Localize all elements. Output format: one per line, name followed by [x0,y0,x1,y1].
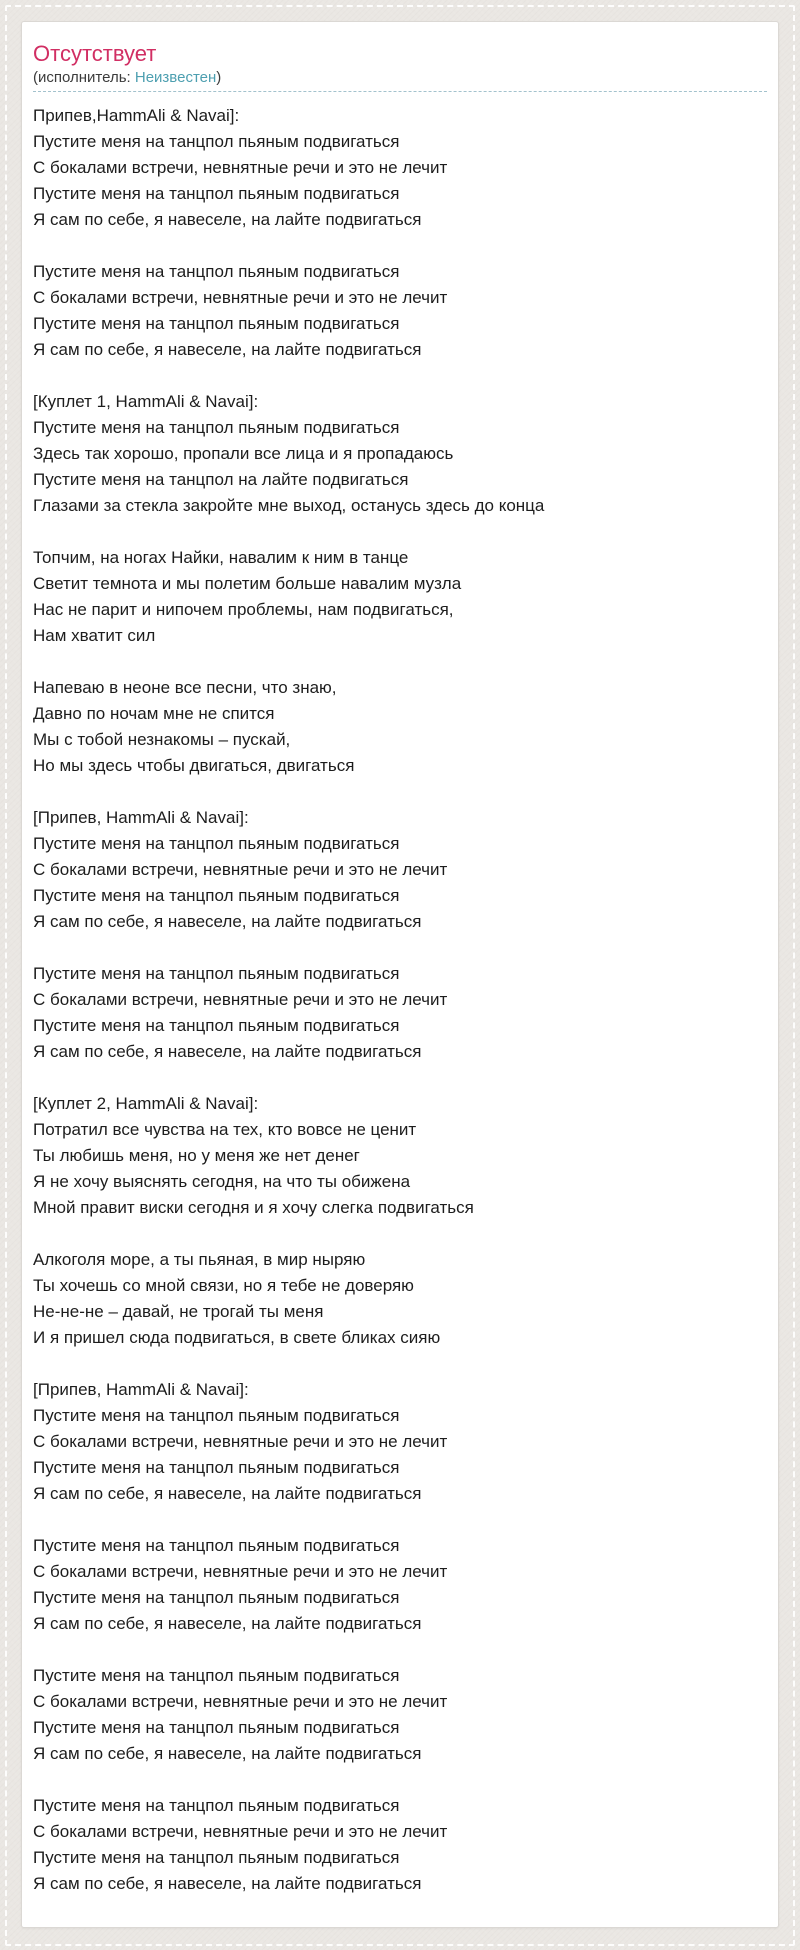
lyrics-block [33,545,767,649]
lyrics-line: Я сам по себе, я навеселе, на лайте подвигаться [33,340,422,359]
lyrics-line: Но мы здесь чтобы двигаться, двигаться [33,756,355,775]
lyrics-block [33,1663,767,1767]
lyrics-line: Я сам по себе, я навеселе, на лайте подвигаться [33,210,422,229]
lyrics-line: Пустите меня на танцпол пьяным подвигаться [33,418,400,437]
lyrics-line: Я не хочу выяснять сегодня, на что ты обижена [33,1172,411,1191]
lyrics-line: Напеваю в неоне все песни, что знаю, [33,678,337,697]
lyrics-block [33,1377,767,1507]
artist-suffix: ) [216,69,222,86]
lyrics-line: Пустите меня на танцпол пьяным подвигаться [33,834,400,853]
lyrics-text [33,92,767,1897]
lyrics-line: Давно по ночам мне не спится [33,704,275,723]
artist-label: (исполнитель: [33,69,135,86]
lyrics-block [33,259,767,363]
song-title-link[interactable]: Отсутствует [33,41,157,66]
lyrics-line: [Припев, HammAli & Navai]: [33,1380,249,1399]
lyrics-block [33,805,767,935]
lyrics-line: Светит темнота и мы полетим больше навалим музла [33,574,462,593]
lyrics-line: Припев,HammAli & Navai]: [33,106,240,125]
lyrics-line: Пустите меня на танцпол пьяным подвигаться [33,184,400,203]
lyrics-line: Пустите меня на танцпол пьяным подвигаться [33,132,400,151]
lyrics-line: Мной правит виски сегодня и я хочу слегка подвигаться [33,1198,474,1217]
lyrics-block [33,675,767,779]
lyrics-line: С бокалами встречи, невнятные речи и это не лечит [33,288,448,307]
lyrics-line: Глазами за стекла закройте мне выход, останусь здесь до конца [33,496,545,515]
lyrics-line: Пустите меня на танцпол пьяным подвигаться [33,1536,400,1555]
lyrics-line: С бокалами встречи, невнятные речи и это не лечит [33,158,448,177]
lyrics-block [33,1247,767,1351]
lyrics-line: С бокалами встречи, невнятные речи и это не лечит [33,1692,448,1711]
lyrics-line: Пустите меня на танцпол пьяным подвигаться [33,314,400,333]
lyrics-line: Я сам по себе, я навеселе, на лайте подвигаться [33,1874,422,1893]
lyrics-block [33,103,767,233]
artist-link[interactable]: Неизвестен [134,69,217,86]
lyrics-line: [Куплет 1, HammAli & Navai]: [33,392,259,411]
lyrics-line: Алкоголя море, а ты пьяная, в мир ныряю [33,1250,366,1269]
lyrics-block [33,389,767,519]
lyrics-line: Пустите меня на танцпол пьяным подвигаться [33,1458,400,1477]
lyrics-line: Пустите меня на танцпол пьяным подвигаться [33,1406,400,1425]
lyrics-line: Нам хватит сил [33,626,156,645]
lyrics-line: Пустите меня на танцпол пьяным подвигаться [33,1588,400,1607]
lyrics-line: Здесь так хорошо, пропали все лица и я пропадаюсь [33,444,454,463]
lyrics-line: Я сам по себе, я навеселе, на лайте подвигаться [33,1042,422,1061]
lyrics-block [33,1533,767,1637]
lyrics-line: Пустите меня на танцпол пьяным подвигаться [33,1016,400,1035]
lyrics-card [21,21,779,1928]
lyrics-line: С бокалами встречи, невнятные речи и это не лечит [33,990,448,1009]
lyrics-line: Пустите меня на танцпол пьяным подвигаться [33,1796,400,1815]
lyrics-line: Не-не-не – давай, не трогай ты меня [33,1302,324,1321]
lyrics-block [33,1091,767,1221]
lyrics-line: Я сам по себе, я навеселе, на лайте подвигаться [33,912,422,931]
lyrics-line: Топчим, на ногах Найки, навалим к ним в танце [33,548,409,567]
lyrics-line: Пустите меня на танцпол на лайте подвигаться [33,470,409,489]
artist-line [33,68,767,87]
lyrics-line: [Куплет 2, HammAli & Navai]: [33,1094,259,1113]
lyrics-line: Ты любишь меня, но у меня же нет денег [33,1146,360,1165]
lyrics-line: Пустите меня на танцпол пьяным подвигаться [33,262,400,281]
lyrics-block [33,1793,767,1897]
lyrics-line: Нас не парит и нипочем проблемы, нам подвигаться, [33,600,454,619]
lyrics-block [33,961,767,1065]
lyrics-line: [Припев, HammAli & Navai]: [33,808,249,827]
lyrics-line: С бокалами встречи, невнятные речи и это не лечит [33,860,448,879]
lyrics-line: Я сам по себе, я навеселе, на лайте подвигаться [33,1614,422,1633]
lyrics-line: Пустите меня на танцпол пьяным подвигаться [33,1718,400,1737]
lyrics-line: Я сам по себе, я навеселе, на лайте подвигаться [33,1484,422,1503]
lyrics-line: Ты хочешь со мной связи, но я тебе не доверяю [33,1276,414,1295]
lyrics-line: Пустите меня на танцпол пьяным подвигаться [33,964,400,983]
lyrics-line: Пустите меня на танцпол пьяным подвигаться [33,886,400,905]
lyrics-line: С бокалами встречи, невнятные речи и это не лечит [33,1822,448,1841]
lyrics-line: Пустите меня на танцпол пьяным подвигаться [33,1848,400,1867]
lyrics-line: И я пришел сюда подвигаться, в свете бликах сияю [33,1328,441,1347]
lyrics-line: С бокалами встречи, невнятные речи и это не лечит [33,1432,448,1451]
lyrics-line: С бокалами встречи, невнятные речи и это не лечит [33,1562,448,1581]
lyrics-line: Я сам по себе, я навеселе, на лайте подвигаться [33,1744,422,1763]
lyrics-line: Пустите меня на танцпол пьяным подвигаться [33,1666,400,1685]
lyrics-line: Мы с тобой незнакомы – пускай, [33,730,291,749]
lyrics-line: Потратил все чувства на тех, кто вовсе не ценит [33,1120,417,1139]
